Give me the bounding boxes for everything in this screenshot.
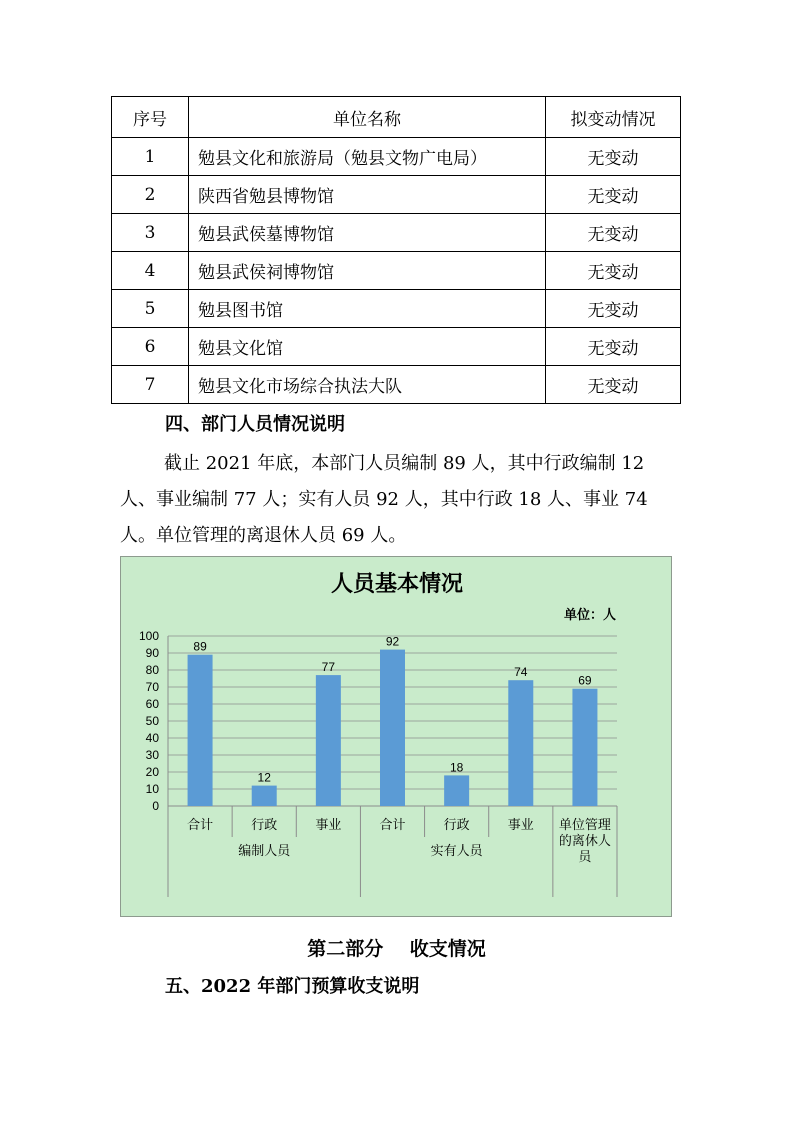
bar [252,786,277,806]
category-label: 事业 [507,817,534,832]
row-no: 3 [112,214,189,252]
row-change: 无变动 [546,328,681,366]
row-change: 无变动 [546,366,681,404]
chart-unit-label: 单位：人 [563,607,616,622]
data-label: 12 [257,770,271,785]
row-no: 2 [112,176,189,214]
row-change: 无变动 [546,252,681,290]
y-tick-label: 60 [145,697,159,711]
row-name: 勉县文化和旅游局（勉县文物广电局） [189,138,546,176]
section4-heading: 四、部门人员情况说明 [165,414,345,435]
row-no: 5 [112,290,189,328]
y-tick-label: 40 [145,731,159,745]
y-tick-label: 80 [145,663,159,677]
table-row [112,176,681,214]
header-no: 序号 [112,97,189,138]
section4-paragraph [120,446,680,554]
staff-chart [120,556,672,917]
y-tick-label: 50 [145,714,159,728]
row-name: 勉县武侯墓博物馆 [189,214,546,252]
data-label: 18 [449,760,464,775]
bar [188,655,213,806]
row-change: 无变动 [546,138,681,176]
table-row [112,252,681,290]
y-tick-label: 30 [145,748,159,762]
category-label: 单位管理 [558,817,611,832]
chart-title: 人员基本情况 [330,571,464,596]
data-label: 89 [193,639,207,654]
header-name: 单位名称 [189,97,546,138]
row-name: 勉县文化市场综合执法大队 [189,366,546,404]
category-label: 事业 [315,817,342,832]
y-tick-label: 70 [145,680,159,694]
section4-text: 截止 2021 年底，本部门人员编制 89 人，其中行政编制 12 人、事业编制 77 人；实有人员 92 人，其中行政 18 人、事业 74 人。单位管理的离退休人员 69 人。 [120,453,648,546]
bar [508,680,533,806]
bar [316,675,341,806]
row-name: 勉县文化馆 [189,328,546,366]
part2-title: 第二部分 收支情况 [307,938,486,960]
category-label: 的离休人 [558,833,611,848]
table-row [112,366,681,404]
data-label: 92 [385,634,400,649]
table-row [112,328,681,366]
table-row [112,138,681,176]
category-label: 合计 [187,817,214,832]
data-label: 74 [514,665,528,680]
data-label: 77 [321,660,336,675]
table-row [112,290,681,328]
table-header-row [112,97,681,138]
row-name: 陕西省勉县博物馆 [189,176,546,214]
category-label: 行政 [251,817,278,832]
table-row [112,214,681,252]
row-no: 4 [112,252,189,290]
row-no: 6 [112,328,189,366]
bar [380,650,405,806]
header-change: 拟变动情况 [546,97,681,138]
section5-heading: 五、2022 年部门预算收支说明 [165,976,420,997]
category-label: 行政 [443,817,470,832]
bar [572,689,597,806]
group-label: 实有人员 [430,843,483,858]
y-tick-label: 100 [138,629,159,643]
data-label: 69 [578,673,592,688]
row-change: 无变动 [546,290,681,328]
y-tick-label: 20 [145,765,159,779]
row-name: 勉县图书馆 [189,290,546,328]
row-change: 无变动 [546,176,681,214]
y-tick-label: 90 [145,646,159,660]
unit-table [111,96,681,404]
chart-svg [121,557,673,918]
y-tick-label: 10 [145,782,159,796]
y-tick-label: 0 [152,799,159,813]
group-label: 编制人员 [238,843,291,858]
row-no: 7 [112,366,189,404]
row-no: 1 [112,138,189,176]
row-change: 无变动 [546,214,681,252]
row-name: 勉县武侯祠博物馆 [189,252,546,290]
bar [444,775,469,806]
category-label: 员 [578,849,592,864]
category-label: 合计 [379,817,406,832]
